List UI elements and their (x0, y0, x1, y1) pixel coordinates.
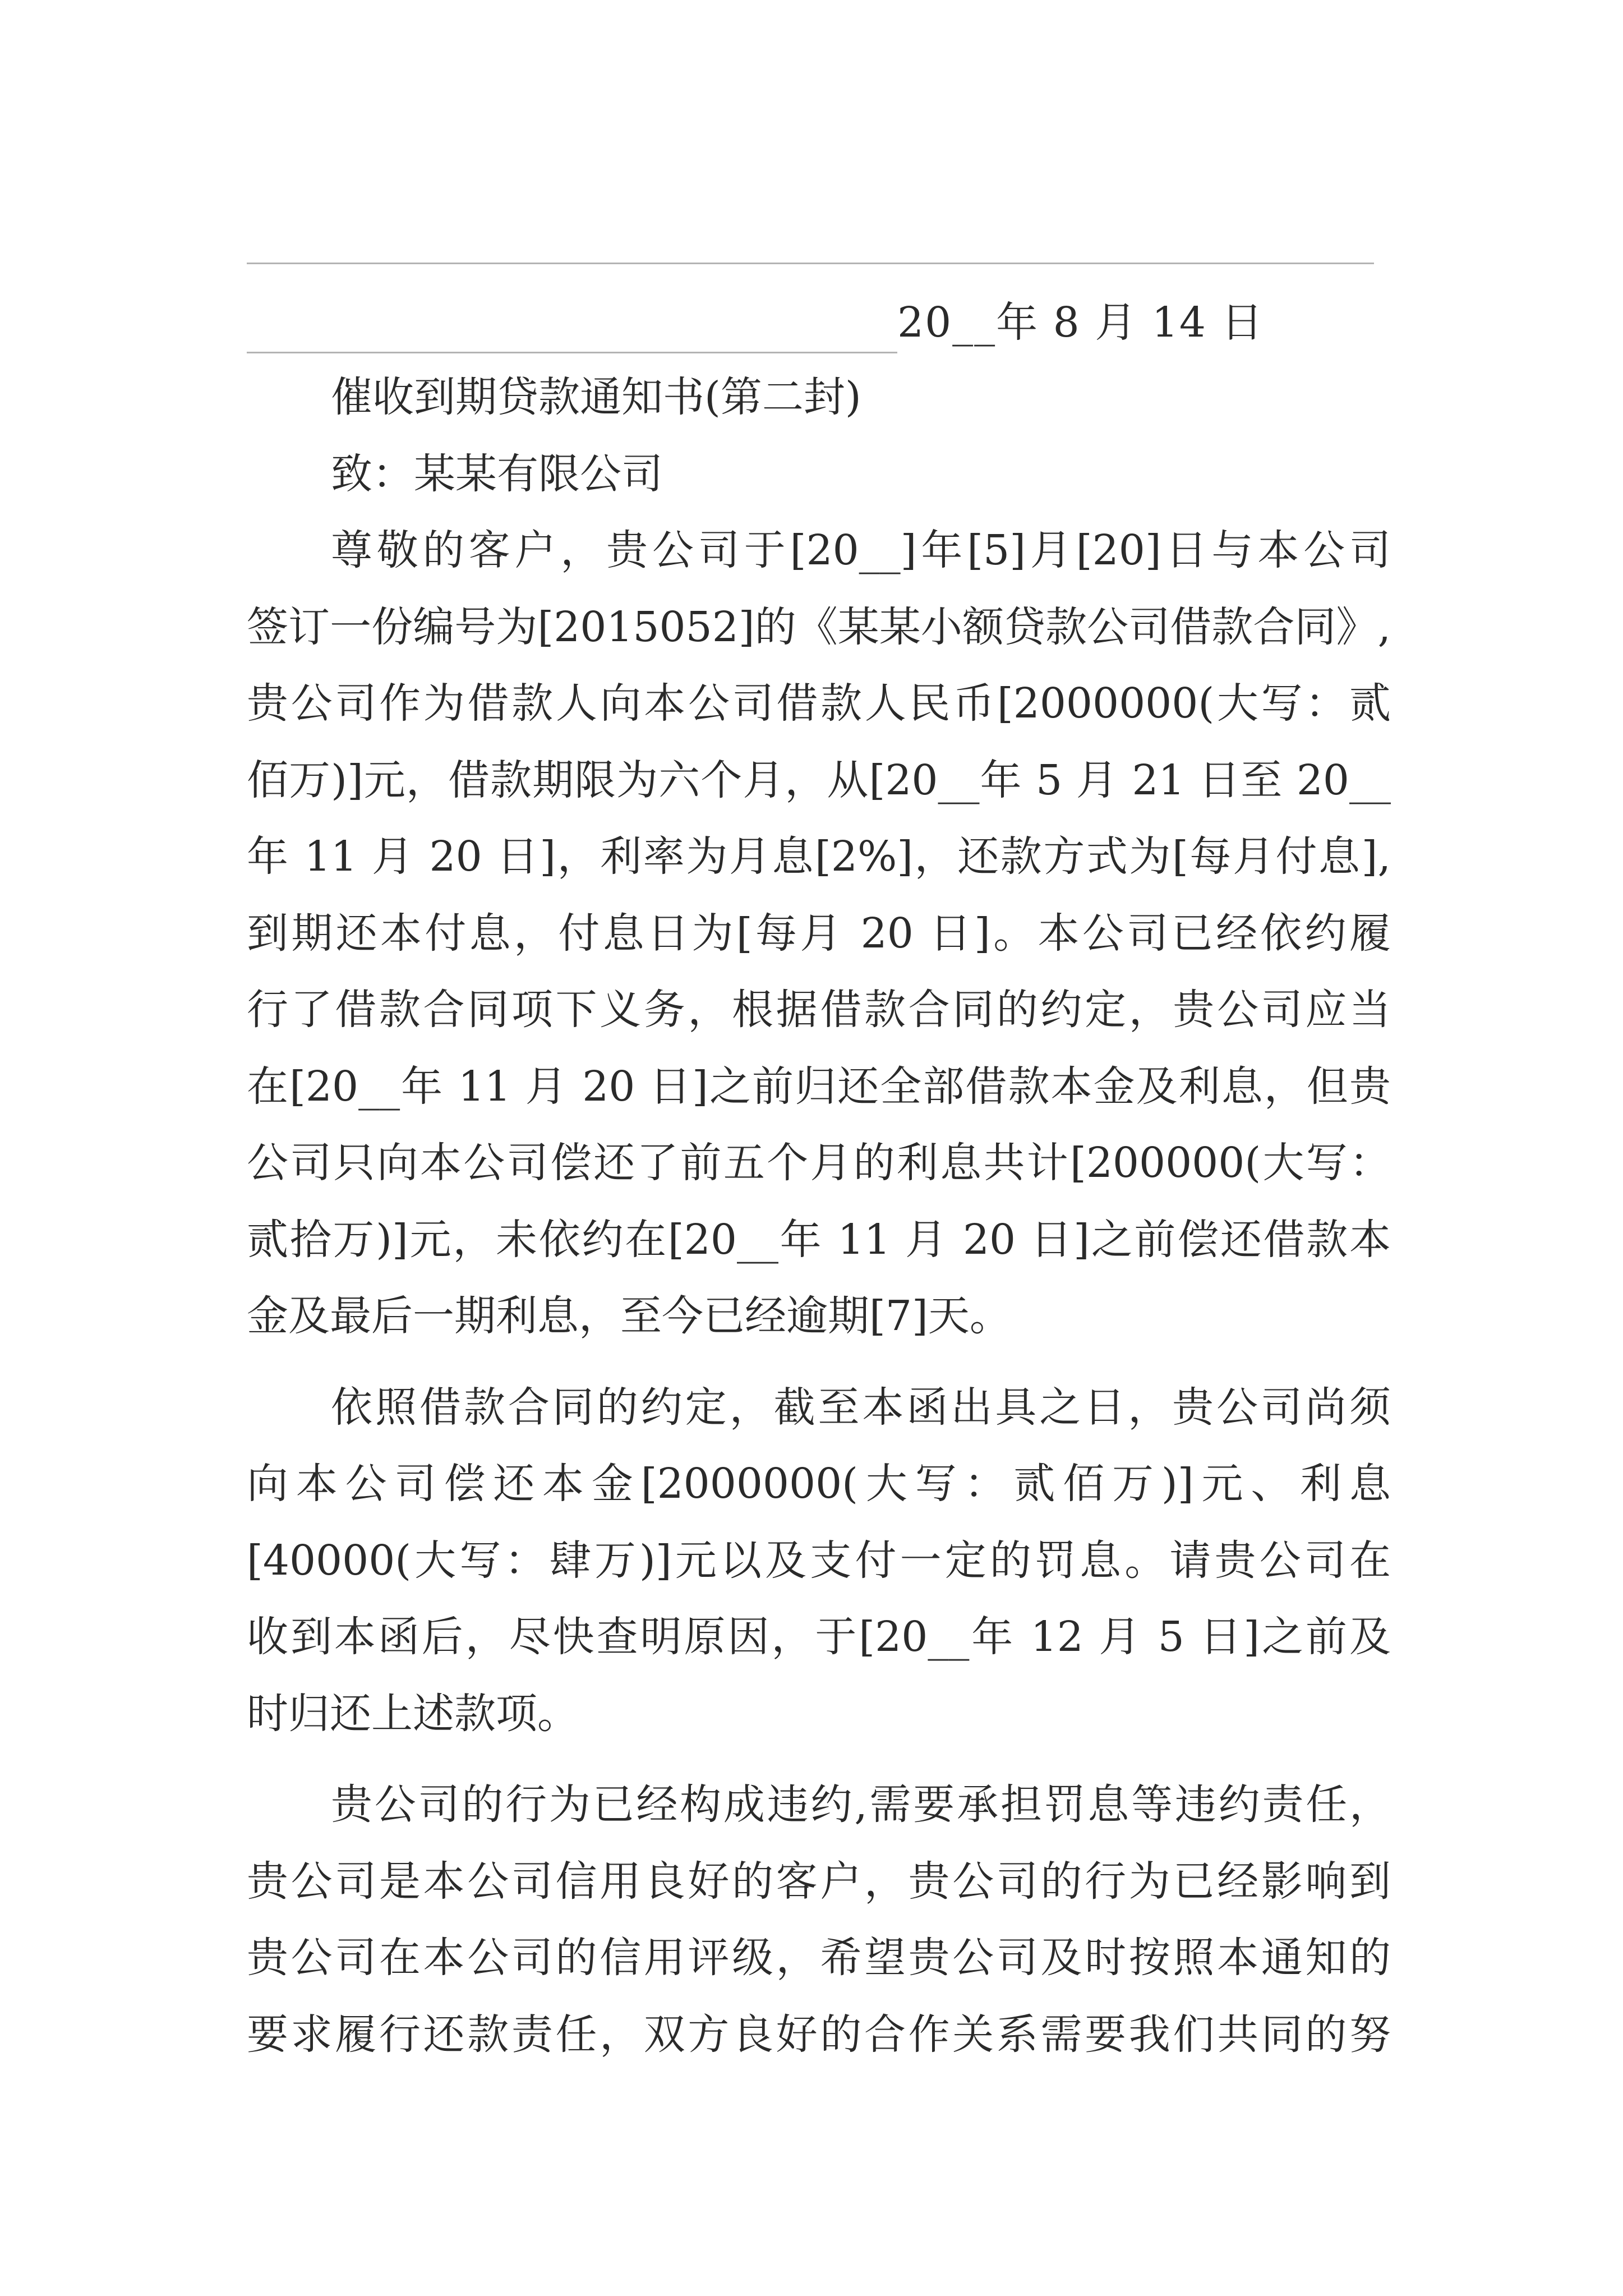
paragraph-1-line: 行了借款合同项下义务，根据借款合同的约定，贵公司应当 (247, 986, 1391, 1034)
paragraph-3-line: 贵公司在本公司的信用评级，希望贵公司及时按照本通知的 (247, 1934, 1391, 1982)
paragraph-2-line: 向本公司偿还本金[2000000(大写：贰佰万)]元、利息 (247, 1460, 1391, 1508)
paragraph-1-line: 到期还本付息，付息日为[每月 20 日]。本公司已经依约履 (247, 909, 1391, 958)
letter-title: 催收到期贷款通知书(第二封) (331, 373, 861, 421)
top-divider (247, 263, 1374, 264)
letter-date: 20__年 8 月 14 日 (897, 298, 1264, 347)
paragraph-2-line: 时归还上述款项。 (247, 1689, 579, 1738)
paragraph-1-line: 在[20__年 11 月 20 日]之前归还全部借款本金及利息，但贵 (247, 1062, 1391, 1111)
paragraph-3-line: 贵公司的行为已经构成违约,需要承担罚息等违约责任， (331, 1780, 1391, 1829)
paragraph-1-line: 年 11 月 20 日]，利率为月息[2%]，还款方式为[每月付息], (247, 832, 1391, 881)
letter-body (247, 359, 1391, 2073)
paragraph-2-line: 收到本函后，尽快查明原因，于[20__年 12 月 5 日]之前及 (247, 1613, 1391, 1661)
paragraph-1-line: 贰拾万)]元，未依约在[20__年 11 月 20 日]之前偿还借款本 (247, 1215, 1391, 1264)
paragraph-1-line: 公司只向本公司偿还了前五个月的利息共计[200000(大写： (247, 1139, 1391, 1187)
paragraph-1-line: 签订一份编号为[2015052]的《某某小额贷款公司借款合同》, (247, 602, 1391, 651)
paragraph-3-line: 贵公司是本公司信用良好的客户，贵公司的行为已经影响到 (247, 1857, 1391, 1906)
letter-addressee: 致：某某有限公司 (331, 449, 663, 498)
paragraph-2-line: [40000(大写：肆万)]元以及支付一定的罚息。请贵公司在 (247, 1536, 1391, 1585)
paragraph-2-line: 依照借款合同的约定，截至本函出具之日，贵公司尚须 (331, 1383, 1391, 1432)
paragraph-1-line: 贵公司作为借款人向本公司借款人民币[2000000(大写：贰 (247, 679, 1391, 728)
paragraph-3-line: 要求履行还款责任，双方良好的合作关系需要我们共同的努 (247, 2010, 1391, 2059)
paragraph-1-line: 金及最后一期利息，至今已经逾期[7]天。 (247, 1292, 1011, 1340)
date-underline-blank (247, 300, 897, 353)
paragraph-1-line: 尊敬的客户，贵公司于[20__]年[5]月[20]日与本公司 (331, 526, 1391, 574)
date-line (247, 292, 1264, 353)
paragraph-1-line: 佰万)]元，借款期限为六个月，从[20__年 5 月 21 日至 20__ (247, 756, 1391, 804)
